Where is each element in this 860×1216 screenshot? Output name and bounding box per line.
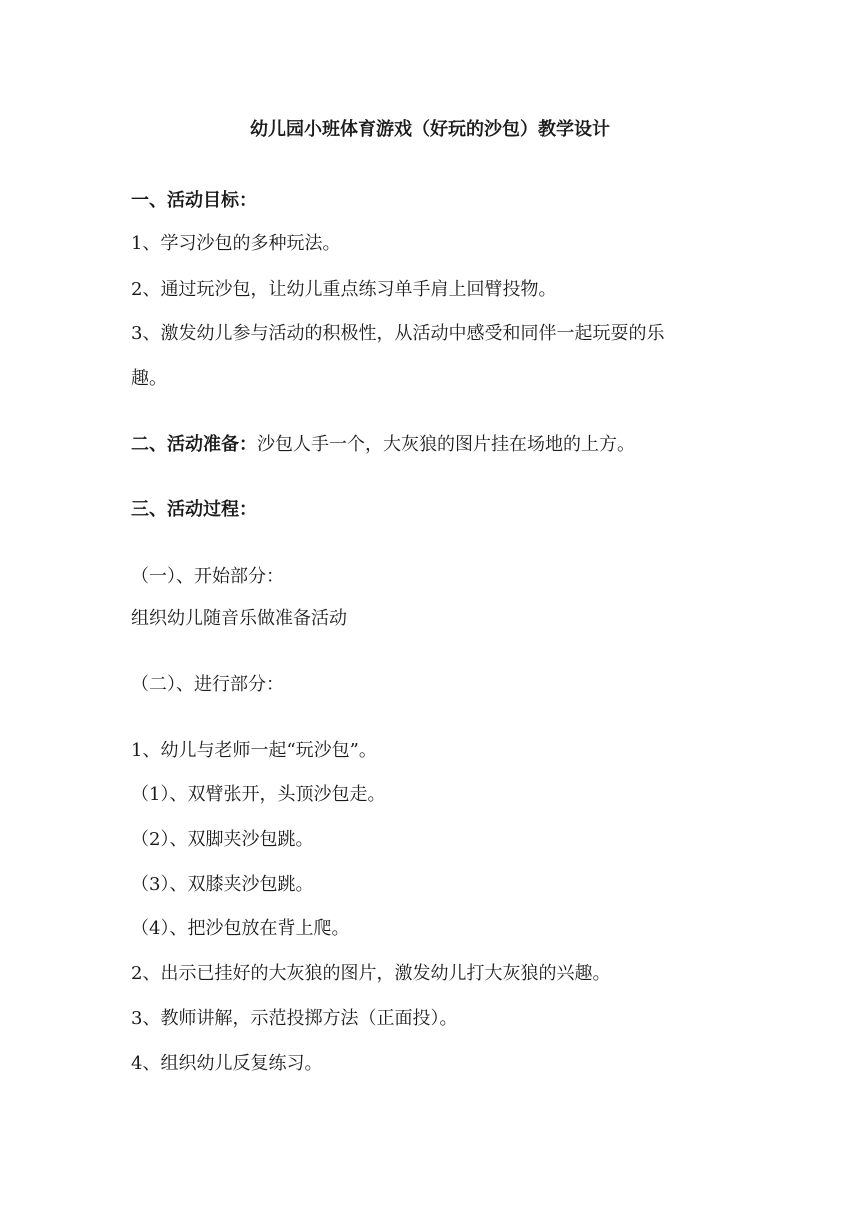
process-item: 1、幼儿与老师一起“玩沙包”。 [131, 740, 377, 761]
process-item: （3）、双膝夹沙包跳。 [131, 874, 314, 895]
process-item: （1）、双臂张开，头顶沙包走。 [131, 784, 386, 805]
process-item: 4、组织幼儿反复练习。 [131, 1053, 323, 1074]
objective-item: 1、学习沙包的多种玩法。 [131, 233, 341, 254]
start-text: 组织幼儿随音乐做准备活动 [131, 608, 347, 629]
document-title: 幼儿园小班体育游戏（好玩的沙包）教学设计 [250, 119, 610, 140]
process-item: （4）、把沙包放在背上爬。 [131, 918, 350, 939]
process-item: （2）、双脚夹沙包跳。 [131, 829, 314, 850]
preparation-line [131, 433, 635, 457]
objective-item: 2、通过玩沙包，让幼儿重点练习单手肩上回臂投物。 [131, 279, 557, 300]
section-heading-process: 三、活动过程： [131, 499, 257, 520]
section-heading-objectives: 一、活动目标： [131, 190, 257, 211]
section-heading-preparation: 二、活动准备： [131, 434, 257, 455]
process-item: 3、教师讲解，示范投掷方法（正面投）。 [131, 1008, 458, 1029]
objective-item: 趣。 [131, 368, 167, 389]
process-item: 2、出示已挂好的大灰狼的图片，激发幼儿打大灰狼的兴趣。 [131, 963, 611, 984]
preparation-text: 沙包人手一个，大灰狼的图片挂在场地的上方。 [257, 434, 635, 455]
subsection-heading-progress: （二）、进行部分： [131, 674, 284, 695]
subsection-heading-start: （一）、开始部分： [131, 566, 284, 587]
objective-item: 3、激发幼儿参与活动的积极性，从活动中感受和同伴一起玩耍的乐 [131, 323, 665, 344]
